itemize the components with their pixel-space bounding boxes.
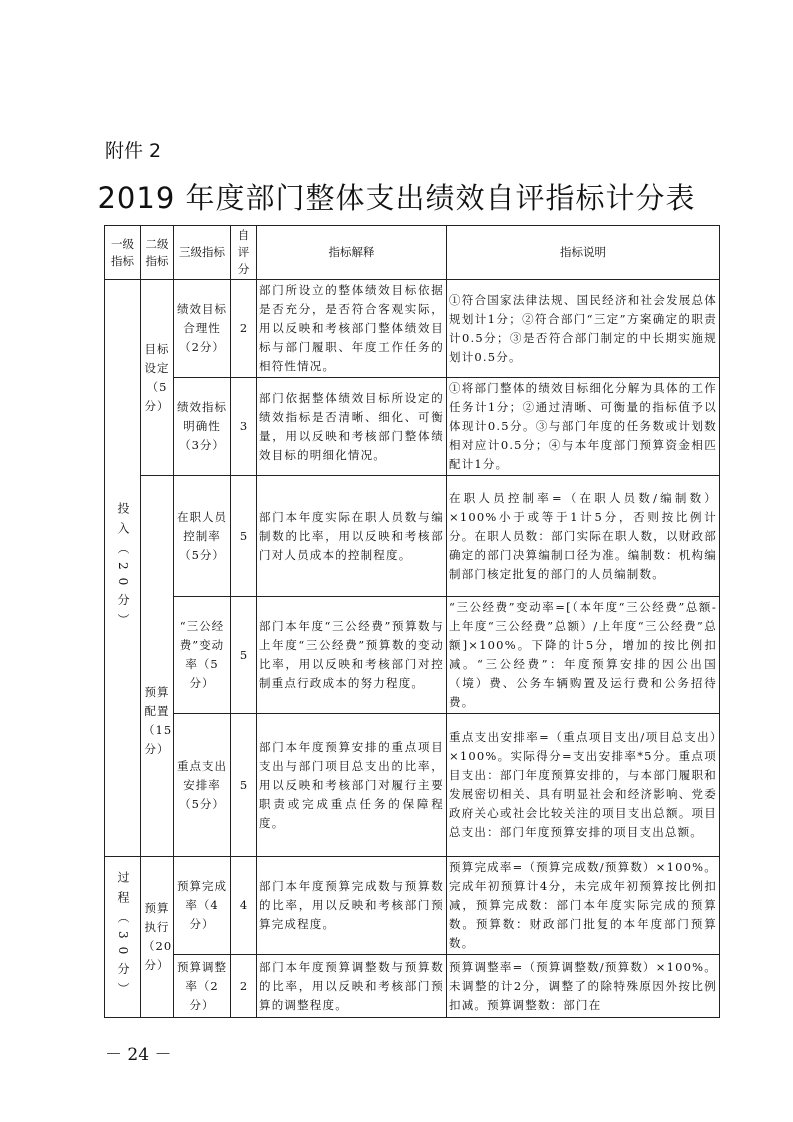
table-row — [105, 280, 720, 378]
level3-cell: 预算调整率（2分） — [174, 955, 231, 1018]
score-cell: 5 — [231, 714, 257, 857]
description-cell: 在职人员控制率=（在职人员数/编制数）×100%小于或等于1计5分，否则按比例计分。在职人员数：部门实际在职人数，以财政部确定的部门决算编制口径为准。编制数：机构编制部门核定批复的部门的人员编制数。 — [447, 476, 720, 597]
level3-cell: 在职人员控制率（5分） — [174, 476, 231, 597]
header-level1: 一级指标 — [105, 226, 141, 280]
description-cell: ①符合国家法律法规、国民经济和社会发展总体规划计1分；②符合部门“三定”方案确定的职责计0.5分；③是否符合部门制定的中长期实施规划计0.5分。 — [447, 280, 720, 378]
table-row — [105, 955, 720, 1018]
header-level3: 三级指标 — [174, 226, 231, 280]
explanation-cell: 部门本年度预算完成数与预算数的比率，用以反映和考核部门预算完成程度。 — [257, 857, 447, 955]
level3-cell: “三公经费”变动率（5分） — [174, 597, 231, 714]
table-row — [105, 857, 720, 955]
score-cell: 5 — [231, 597, 257, 714]
table-header-row — [105, 226, 720, 280]
explanation-cell: 部门本年度实际在职人员数与编制数的比率，用以反映和考核部门对人员成本的控制程度。 — [257, 476, 447, 597]
explanation-cell: 部门本年度预算安排的重点项目支出与部门项目总支出的比率，用以反映和考核部门对履行主要职责或完成重点任务的保障程度。 — [257, 714, 447, 857]
page-number: － 24 － — [105, 1045, 172, 1065]
level1-label: 过程（30分） — [116, 871, 130, 1003]
table-row — [105, 378, 720, 476]
description-cell: “三公经费”变动率=[（本年度“三公经费”总额-上年度“三公经费”总额）/上年度“三公经费”总额]×100%。下降的计5分，增加的按比例扣减。“三公经费”：年度预算安排的因公出国（境）费、公务车辆购置及运行费和公务招待费。 — [447, 597, 720, 714]
score-cell: 2 — [231, 280, 257, 378]
score-cell: 4 — [231, 857, 257, 955]
level1-cell — [105, 280, 141, 857]
description-cell: 预算调整率=（预算调整数/预算数）×100%。未调整的计2分，调整了的除特殊原因外按比例扣减。预算调整数：部门在 — [447, 955, 720, 1018]
explanation-cell: 部门所设立的整体绩效目标依据是否充分，是否符合客观实际，用以反映和考核部门整体绩效目标与部门履职、年度工作任务的相符性情况。 — [257, 280, 447, 378]
level2-cell: 预算配置（15分） — [141, 476, 174, 857]
header-explanation: 指标解释 — [257, 226, 447, 280]
level1-cell — [105, 857, 141, 1018]
header-self-score: 自评分 — [231, 226, 257, 280]
table-row — [105, 476, 720, 597]
score-cell: 5 — [231, 476, 257, 597]
document-title: 2019 年度部门整体支出绩效自评指标计分表 — [97, 181, 696, 215]
level1-label: 投入（20分） — [116, 502, 130, 634]
table-row — [105, 714, 720, 857]
score-cell: 3 — [231, 378, 257, 476]
level3-cell: 重点支出安排率（5分） — [174, 714, 231, 857]
explanation-cell: 部门依据整体绩效目标所设定的绩效指标是否清晰、细化、可衡量，用以反映和考核部门整体绩效目标的明细化情况。 — [257, 378, 447, 476]
level3-cell: 预算完成率（4分） — [174, 857, 231, 955]
explanation-cell: 部门本年度“三公经费”预算数与上年度“三公经费”预算数的变动比率，用以反映和考核部门对控制重点行政成本的努力程度。 — [257, 597, 447, 714]
header-level2: 二级指标 — [141, 226, 174, 280]
header-description: 指标说明 — [447, 226, 720, 280]
description-cell: ①将部门整体的绩效目标细化分解为具体的工作任务计1分；②通过清晰、可衡量的指标值予以体现计0.5分。③与部门年度的任务数或计划数相对应计0.5分；④与本年度部门预算资金相匹配计1分。 — [447, 378, 720, 476]
explanation-cell: 部门本年度预算调整数与预算数的比率，用以反映和考核部门预算的调整程度。 — [257, 955, 447, 1018]
description-cell: 预算完成率=（预算完成数/预算数）×100%。完成年初预算计4分，未完成年初预算按比例扣减，预算完成数：部门本年度实际完成的预算数。预算数：财政部门批复的本年度部门预算数。 — [447, 857, 720, 955]
level3-cell: 绩效目标合理性（2分） — [174, 280, 231, 378]
table-row — [105, 597, 720, 714]
level2-cell: 目标设定（5分） — [141, 280, 174, 476]
attachment-label: 附件 2 — [105, 140, 162, 162]
score-cell: 2 — [231, 955, 257, 1018]
score-table — [104, 225, 720, 1018]
description-cell: 重点支出安排率=（重点项目支出/项目总支出）×100%。实际得分=支出安排率*5分。重点项目支出：部门年度预算安排的，与本部门履职和发展密切相关、具有明显社会和经济影响、党委政府关心或社会比较关注的项目支出总额。项目总支出：部门年度预算安排的项目支出总额。 — [447, 714, 720, 857]
level3-cell: 绩效指标明确性（3分） — [174, 378, 231, 476]
level2-cell: 预算执行（20分） — [141, 857, 174, 1018]
